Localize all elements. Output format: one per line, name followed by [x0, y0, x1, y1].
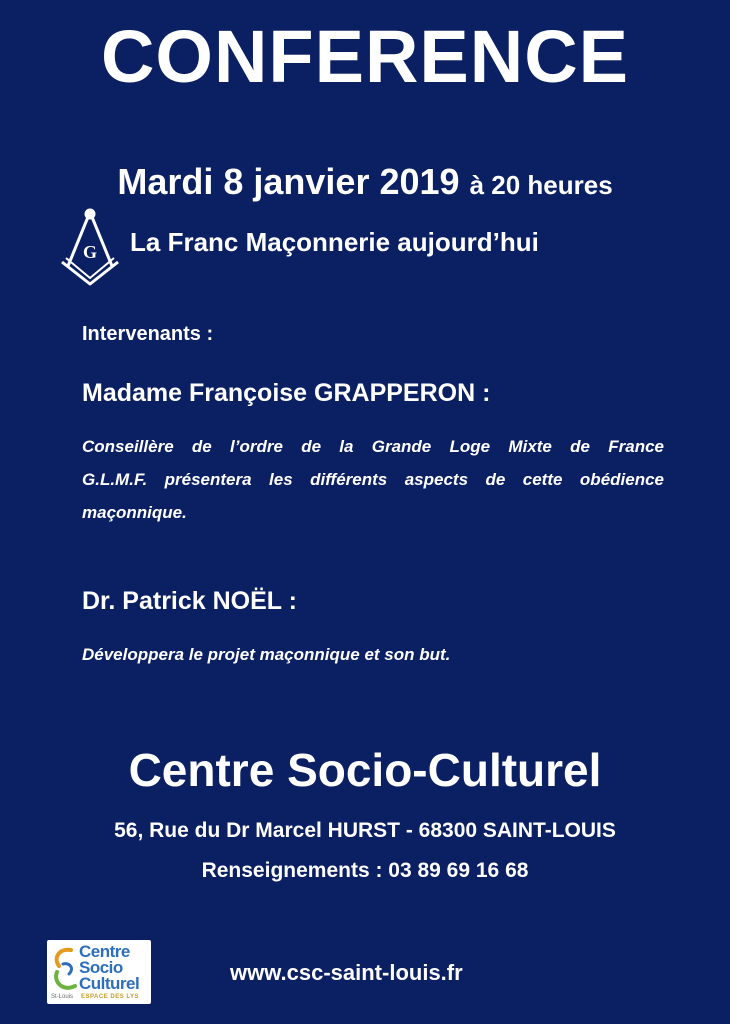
logo-subtext-left: St-Louis	[51, 994, 74, 1000]
logo-text-line-3: Culturel	[79, 974, 140, 993]
conference-subject: La Franc Maçonnerie aujourd’hui	[130, 227, 539, 257]
venue-name: Centre Socio-Culturel	[128, 744, 602, 796]
logo-text-line-1: Centre	[79, 942, 130, 961]
speaker-description-line: maçonnique.	[82, 503, 187, 522]
event-time: à 20 heures	[469, 170, 613, 200]
logo-subtext-right: ESPACE DES LYS	[81, 994, 140, 1000]
speaker-description-line: G.L.M.F. présentera les différents aspects de cette obédience	[82, 470, 664, 489]
speakers-label: Intervenants :	[82, 323, 214, 345]
logo-text-line-2: Socio	[79, 958, 123, 977]
centre-socio-culturel-logo	[47, 940, 151, 1004]
square-and-compass-icon	[58, 206, 122, 286]
website-link[interactable]: www.csc-saint-louis.fr	[230, 960, 463, 985]
svg-text:G: G	[82, 242, 98, 262]
logo-swirl-icon	[49, 942, 83, 996]
venue-address: 56, Rue du Dr Marcel HURST - 68300 SAINT-LOUIS	[114, 819, 616, 842]
venue-phone: Renseignements : 03 89 69 16 68	[201, 859, 529, 882]
event-date	[0, 158, 730, 209]
speaker-name-2: Dr. Patrick NOËL :	[82, 587, 297, 615]
speaker-description-2	[82, 638, 664, 671]
speaker-description-line: Développera le projet maçonnique et son but.	[82, 645, 451, 664]
speaker-description-1	[82, 430, 664, 529]
poster-title: CONFERENCE	[100, 15, 630, 98]
speaker-description-line: Conseillère de l’ordre de la Grande Loge Mixte de France	[82, 437, 664, 456]
speaker-name-1: Madame Françoise GRAPPERON :	[82, 379, 491, 407]
event-date-main: Mardi 8 janvier 2019	[117, 161, 460, 202]
